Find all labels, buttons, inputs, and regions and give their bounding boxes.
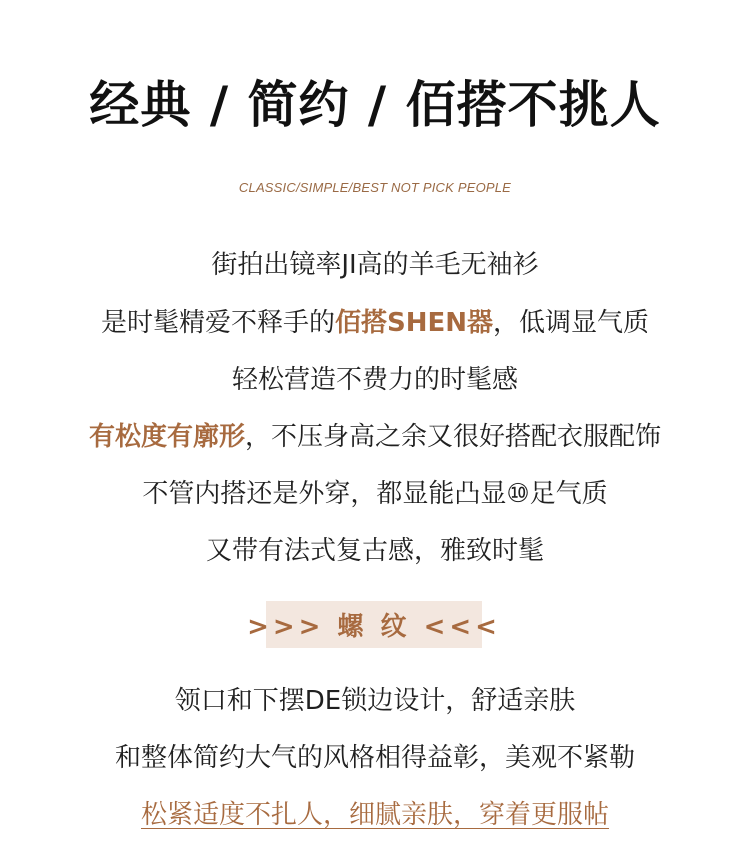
intro-line-2 (0, 303, 750, 343)
intro-line-2-highlight: 佰搭SHEN器 (334, 308, 493, 338)
section-label: >>> 螺 纹 <<< (247, 612, 501, 642)
intro-line-4 (0, 417, 750, 457)
intro-line-2-post: ，低调显气质 (493, 308, 650, 338)
section-header-ribbing (247, 601, 501, 648)
page-title: 经典 / 简约 / 佰搭不挑人 (89, 76, 661, 134)
intro-line-1: 街拍出镜率JI高的羊毛无袖衫 (211, 250, 539, 280)
intro-line-2-pre: 是时髦精爱不释手的 (100, 308, 335, 338)
detail-line-2: 和整体简约大气的风格相得益彰，美观不紧勒 (114, 743, 635, 773)
intro-line-4-highlight: 有松度有廓形 (88, 422, 245, 452)
detail-line-1: 领口和下摆DE锁边设计，舒适亲肤 (174, 686, 576, 716)
intro-line-4-post: ，不压身高之余又很好搭配衣服配饰 (245, 422, 662, 452)
intro-line-5: 不管内搭还是外穿，都显能凸显⑩足气质 (142, 479, 608, 509)
detail-line-3-text: 松紧适度不扎人，细腻亲肤，穿着更服帖 (140, 800, 609, 830)
page-subtitle: CLASSIC/SIMPLE/BEST NOT PICK PEOPLE (238, 180, 512, 195)
detail-line-3 (0, 795, 750, 835)
intro-line-6: 又带有法式复古感，雅致时髦 (205, 536, 544, 566)
intro-line-3: 轻松营造不费力的时髦感 (231, 365, 518, 395)
